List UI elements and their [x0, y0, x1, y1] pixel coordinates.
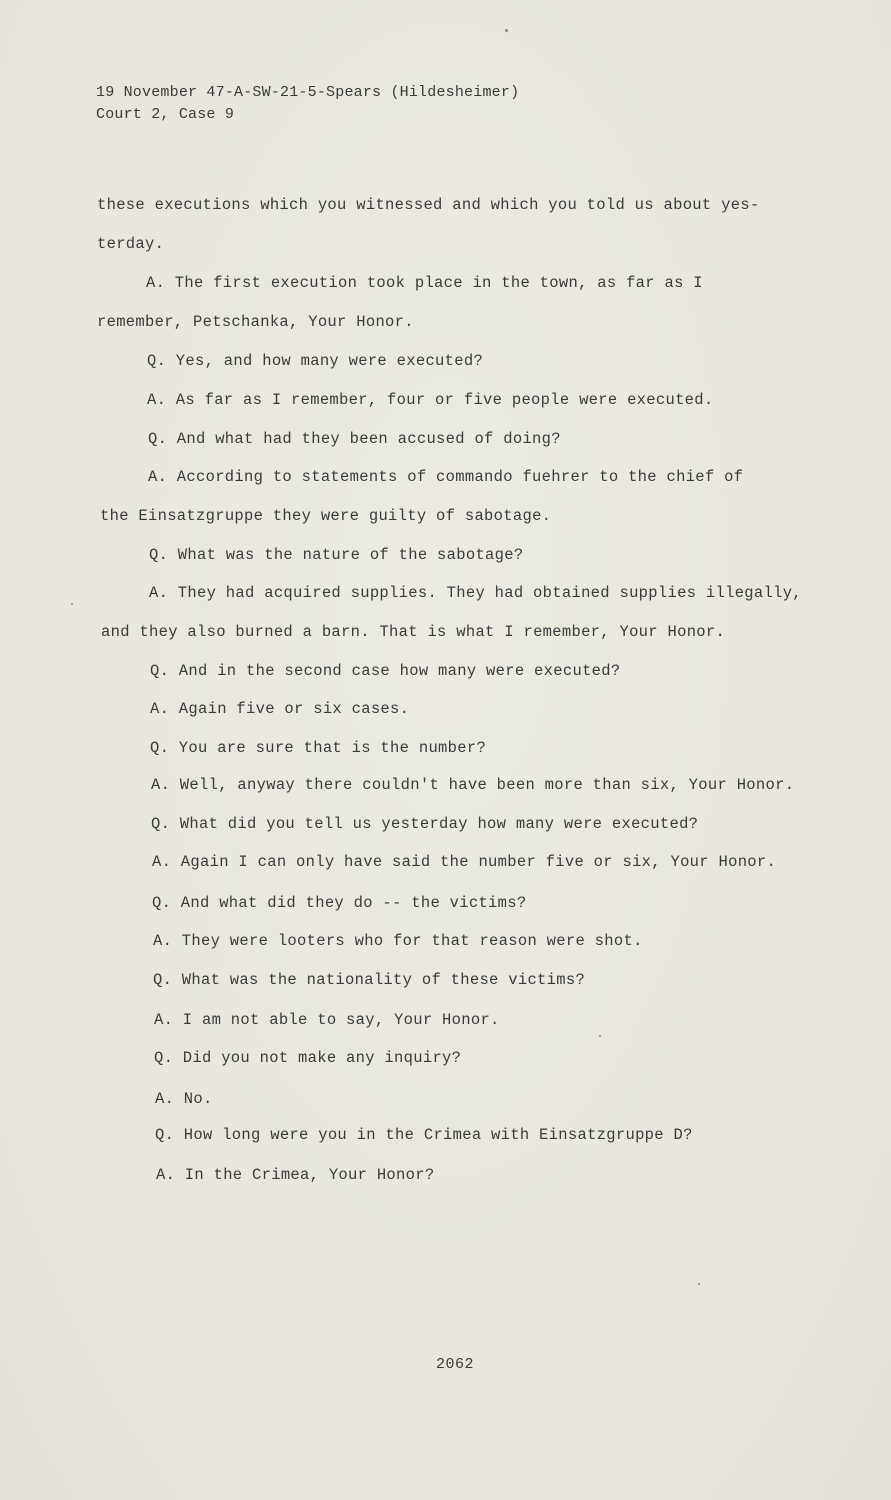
transcript-line: Q. And what did they do -- the victims? — [152, 894, 527, 912]
transcript-line: A. The first execution took place in the town, as far as I — [146, 274, 703, 292]
document-header — [96, 82, 519, 126]
page-number: 2062 — [436, 1356, 475, 1373]
paper-speck — [698, 1283, 700, 1285]
paper-speck — [599, 1035, 601, 1037]
transcript-line: Q. You are sure that is the number? — [150, 739, 487, 757]
transcript-line: Q. Did you not make any inquiry? — [154, 1049, 462, 1067]
paper-speck — [71, 603, 73, 605]
transcript-line: A. They were looters who for that reason were shot. — [153, 932, 643, 950]
transcript-line: A. No. — [155, 1090, 213, 1108]
header-court-case: Court 2, Case 9 — [96, 106, 235, 123]
paper-speck — [505, 29, 508, 32]
transcript-line: Q. What was the nature of the sabotage? — [149, 546, 524, 564]
transcript-line: and they also burned a barn. That is what I remember, Your Honor. — [101, 623, 726, 641]
transcript-line: A. Well, anyway there couldn't have been more than six, Your Honor. — [151, 776, 795, 794]
transcript-line: Q. What did you tell us yesterday how many were executed? — [151, 815, 699, 833]
transcript-line: Q. Yes, and how many were executed? — [147, 352, 484, 370]
transcript-line: A. As far as I remember, four or five people were executed. — [147, 391, 714, 409]
transcript-line: the Einsatzgruppe they were guilty of sabotage. — [100, 507, 552, 525]
transcript-line: terday. — [97, 235, 165, 253]
transcript-line: Q. What was the nationality of these victims? — [153, 971, 586, 989]
transcript-line: these executions which you witnessed and which you told us about yes- — [97, 196, 760, 214]
transcript-line: Q. And in the second case how many were executed? — [150, 662, 621, 680]
transcript-line: A. According to statements of commando fuehrer to the chief of — [148, 468, 744, 486]
transcript-line: A. In the Crimea, Your Honor? — [156, 1166, 435, 1184]
transcript-line: remember, Petschanka, Your Honor. — [97, 313, 414, 331]
transcript-line: A. Again five or six cases. — [150, 700, 410, 718]
transcript-line: Q. And what had they been accused of doing? — [148, 430, 561, 448]
transcript-line: A. I am not able to say, Your Honor. — [154, 1011, 500, 1029]
transcript-line: A. Again I can only have said the number five or six, Your Honor. — [152, 853, 777, 871]
transcript-line: A. They had acquired supplies. They had obtained supplies illegally, — [149, 584, 802, 602]
header-reference: 19 November 47-A-SW-21-5-Spears (Hildesheimer) — [96, 84, 520, 101]
transcript-line: Q. How long were you in the Crimea with Einsatzgruppe D? — [155, 1126, 693, 1144]
